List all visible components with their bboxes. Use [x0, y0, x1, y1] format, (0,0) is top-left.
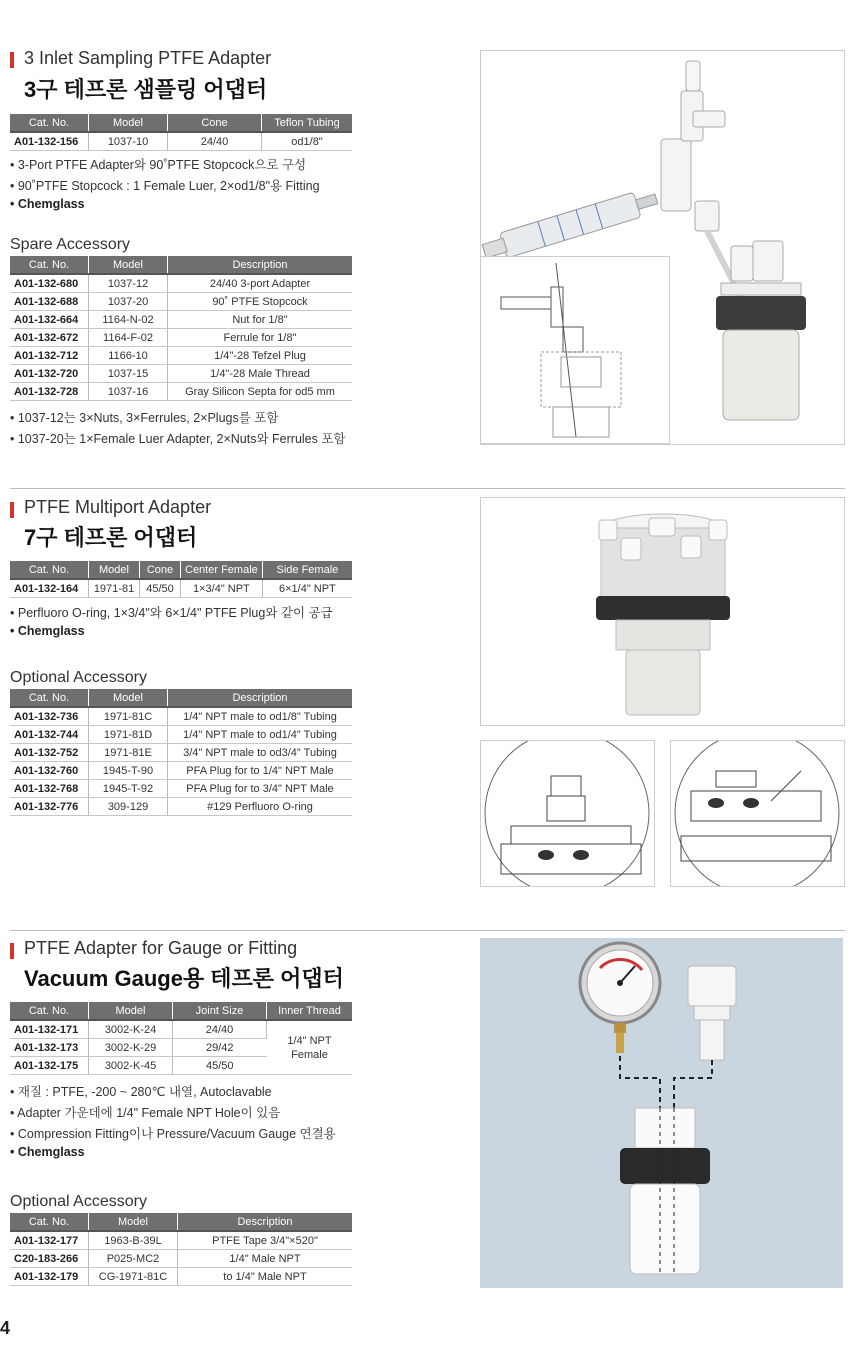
col-header: Model	[89, 1213, 178, 1231]
inner-thread-cell: 1/4" NPT Female	[267, 1020, 353, 1075]
col-header: Model	[89, 561, 140, 579]
table-row: A01-132-175 3002-K-45 45/50	[10, 1057, 352, 1075]
col-header: Joint Size	[173, 1002, 267, 1020]
table-row: A01-132-712 1166-10 1/4"-28 Tefzel Plug	[10, 347, 352, 365]
table-row: C20-183-266 P025-MC2 1/4" Male NPT	[10, 1250, 352, 1268]
table-row: A01-132-744 1971-81D 1/4" NPT male to od1/4" Tubing	[10, 726, 352, 744]
section-title-en: PTFE Multiport Adapter	[24, 497, 212, 517]
table-row: A01-132-728 1037-16 Gray Silicon Septa for od5 mm	[10, 383, 352, 401]
product-photo	[480, 497, 845, 726]
note-item: • 1037-20는 1×Female Luer Adapter, 2×Nuts와 Ferrules 포함	[10, 432, 346, 446]
table-row: A01-132-752 1971-81E 3/4" NPT male to od3/4" Tubing	[10, 744, 352, 762]
table-row	[10, 132, 352, 151]
col-header: Cat. No.	[10, 561, 89, 579]
bullet-item: • 90˚PTFE Stopcock : 1 Female Luer, 2×od1/8"용 Fitting	[10, 179, 320, 193]
table-row: A01-132-171 3002-K-24 24/40 1/4" NPT Female	[10, 1020, 352, 1039]
section-title-ko: 7구 테프론 어댑터	[24, 525, 198, 550]
col-header: Cone	[140, 561, 181, 579]
spare-table	[10, 256, 352, 401]
table-row: A01-132-688 1037-20 90˚ PTFE Stopcock	[10, 293, 352, 311]
table-row: A01-132-760 1945-T-90 PFA Plug for to 1/4" NPT Male	[10, 762, 352, 780]
bullet-item: • Chemglass	[10, 197, 85, 211]
section-title-en: PTFE Adapter for Gauge or Fitting	[24, 938, 298, 958]
cone: 24/40	[168, 132, 262, 151]
section-marker	[10, 943, 14, 959]
optional-table	[10, 689, 352, 816]
table-row: A01-132-173 3002-K-29 29/42	[10, 1039, 352, 1057]
table-row: A01-132-672 1164-F-02 Ferrule for 1/8"	[10, 329, 352, 347]
section-divider	[10, 488, 845, 489]
col-header: Model	[89, 114, 168, 132]
col-header: Cat. No.	[10, 1002, 89, 1020]
table-row: A01-132-179 CG-1971-81C to 1/4" Male NPT	[10, 1268, 352, 1286]
bullet-item: • Chemglass	[10, 1145, 85, 1159]
col-header: Cat. No.	[10, 256, 89, 274]
section-marker	[10, 502, 14, 518]
col-header: Cone	[168, 114, 262, 132]
model: 1037-10	[89, 132, 168, 151]
col-header: Description	[168, 256, 353, 274]
detail-drawing	[480, 740, 655, 887]
col-header: Description	[168, 689, 353, 707]
optional-accessory-title: Optional Accessory	[10, 1193, 147, 1210]
section-title-ko: Vacuum Gauge용 테프론 어댑터	[24, 966, 344, 991]
table-row: A01-132-177 1963-B-39L PTFE Tape 3/4"×520"	[10, 1231, 352, 1250]
col-header: Side Female	[262, 561, 352, 579]
col-header: Center Female	[181, 561, 263, 579]
tubing: od1/8"	[262, 132, 353, 151]
spec-table	[10, 561, 352, 598]
col-header: Cat. No.	[10, 1213, 89, 1231]
table-row: A01-132-720 1037-15 1/4"-28 Male Thread	[10, 365, 352, 383]
note-item: • 1037-12는 3×Nuts, 3×Ferrules, 2×Plugs를 포함	[10, 411, 279, 425]
col-header: Teflon Tubing	[262, 114, 353, 132]
page-number: 4	[0, 1318, 11, 1338]
col-header: Model	[89, 1002, 173, 1020]
spare-accessory-title: Spare Accessory	[10, 236, 131, 253]
col-header: Description	[178, 1213, 353, 1231]
section-title-en: 3 Inlet Sampling PTFE Adapter	[24, 48, 272, 68]
col-header: Inner Thread	[267, 1002, 353, 1020]
spec-table	[10, 114, 352, 151]
table-row: A01-132-736 1971-81C 1/4" NPT male to od1/8" Tubing	[10, 707, 352, 726]
detail-drawing	[670, 740, 845, 887]
table-row: A01-132-776 309-129 #129 Perfluoro O-ring	[10, 798, 352, 816]
cat-no: A01-132-156	[10, 132, 89, 151]
bullet-item: • Adapter 가운데에 1/4" Female NPT Hole이 있음	[10, 1106, 281, 1120]
product-photo	[480, 938, 843, 1288]
table-row: A01-132-680 1037-12 24/40 3-port Adapter	[10, 274, 352, 293]
section-divider	[10, 930, 845, 931]
bullet-item: • Perfluoro O-ring, 1×3/4"와 6×1/4" PTFE Plug와 같이 공급	[10, 606, 333, 620]
bullet-item: • 3-Port PTFE Adapter와 90˚PTFE Stopcock으로 구성	[10, 158, 307, 172]
spec-table	[10, 1002, 352, 1075]
table-row: A01-132-768 1945-T-92 PFA Plug for to 3/4" NPT Male	[10, 780, 352, 798]
section-title-ko: 3구 테프론 샘플링 어댑터	[24, 77, 268, 102]
bullet-item: • Compression Fitting이나 Pressure/Vacuum Gauge 연결용	[10, 1127, 336, 1141]
section-marker	[10, 52, 14, 68]
schematic-drawing	[480, 256, 670, 444]
optional-accessory-title: Optional Accessory	[10, 669, 147, 686]
bullet-item: • 재질 : PTFE, -200 ~ 280℃ 내열, Autoclavable	[10, 1085, 272, 1099]
table-row: A01-132-164 1971-81 45/50 1×3/4" NPT 6×1/4" NPT	[10, 579, 352, 598]
col-header: Cat. No.	[10, 114, 89, 132]
col-header: Model	[89, 689, 168, 707]
optional-table	[10, 1213, 352, 1286]
col-header: Cat. No.	[10, 689, 89, 707]
bullet-item: • Chemglass	[10, 624, 85, 638]
table-row: A01-132-664 1164-N-02 Nut for 1/8"	[10, 311, 352, 329]
col-header: Model	[89, 256, 168, 274]
